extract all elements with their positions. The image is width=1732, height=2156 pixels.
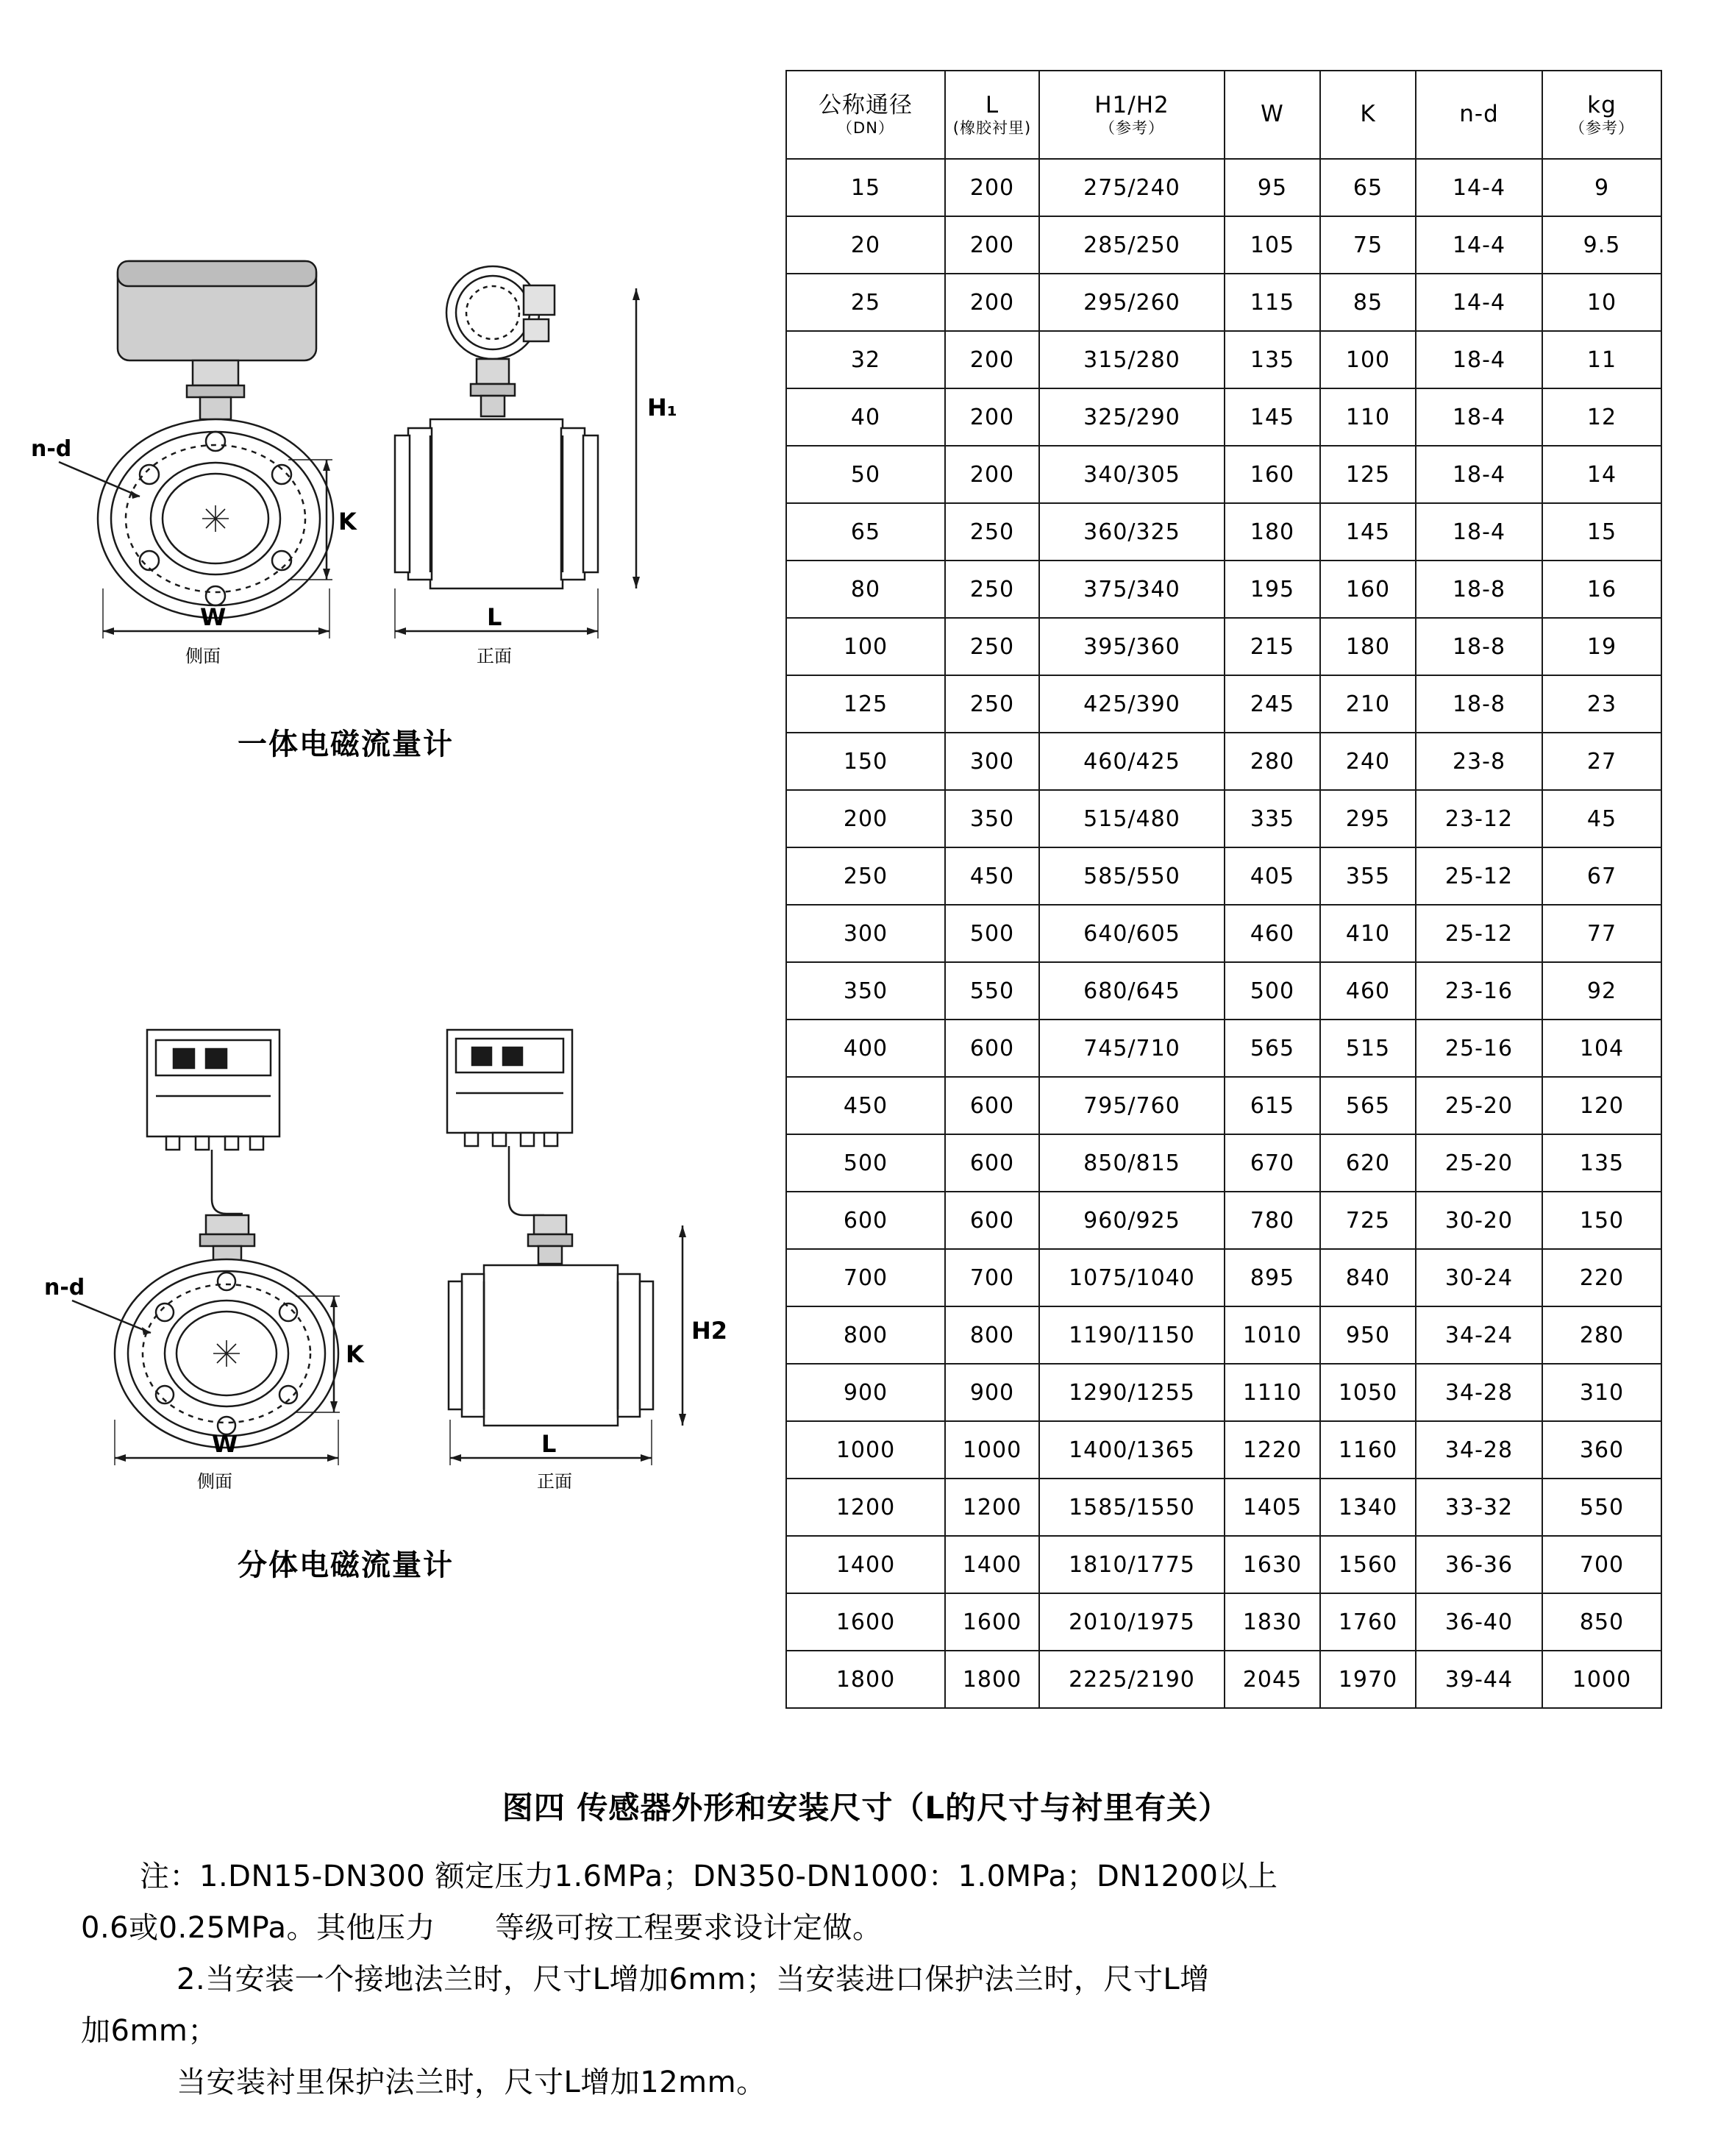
cell-dn: 1000 (786, 1421, 945, 1479)
cell-kg: 45 (1542, 790, 1661, 847)
header-cell-nd (1416, 71, 1542, 159)
header-k-main: K (1360, 101, 1376, 128)
cell-l: 450 (945, 847, 1039, 905)
cell-l: 200 (945, 274, 1039, 331)
cell-kg: 360 (1542, 1421, 1661, 1479)
cell-dn: 1400 (786, 1536, 945, 1593)
cell-k: 460 (1320, 962, 1416, 1020)
cell-w: 895 (1225, 1249, 1320, 1306)
cell-h: 1190/1150 (1039, 1306, 1225, 1364)
spec-table-wrapper (785, 70, 1661, 1709)
cell-dn: 450 (786, 1077, 945, 1134)
table-row (786, 446, 1661, 503)
cell-kg: 700 (1542, 1536, 1661, 1593)
cell-k: 65 (1320, 159, 1416, 216)
cell-nd: 25-12 (1416, 905, 1542, 962)
cell-nd: 18-4 (1416, 388, 1542, 446)
header-h-main: H1/H2 (1094, 92, 1169, 119)
label-l-2: L (541, 1430, 557, 1458)
cell-l: 500 (945, 905, 1039, 962)
label-side-view: 侧面 (185, 646, 221, 666)
cell-k: 110 (1320, 388, 1416, 446)
notes-block (81, 1854, 1684, 2111)
cell-h: 425/390 (1039, 675, 1225, 733)
header-l-sub: (橡胶衬里) (952, 118, 1032, 137)
figure-integrated-meter (29, 243, 728, 763)
table-row (786, 503, 1661, 561)
cell-w: 115 (1225, 274, 1320, 331)
cell-w: 280 (1225, 733, 1320, 790)
cell-w: 780 (1225, 1192, 1320, 1249)
cell-dn: 900 (786, 1364, 945, 1421)
cell-w: 670 (1225, 1134, 1320, 1192)
cell-kg: 120 (1542, 1077, 1661, 1134)
cell-nd: 34-28 (1416, 1364, 1542, 1421)
cell-l: 200 (945, 216, 1039, 274)
header-cell-kg (1542, 71, 1661, 159)
cell-l: 250 (945, 561, 1039, 618)
cell-h: 1290/1255 (1039, 1364, 1225, 1421)
figure-separated-meter (29, 1008, 728, 1584)
note-line-4: 加6mm； (81, 2014, 218, 2048)
cell-h: 2225/2190 (1039, 1651, 1225, 1708)
cell-w: 180 (1225, 503, 1320, 561)
table-row (786, 962, 1661, 1020)
cell-w: 145 (1225, 388, 1320, 446)
cell-nd: 30-20 (1416, 1192, 1542, 1249)
cell-w: 105 (1225, 216, 1320, 274)
table-row (786, 1249, 1661, 1306)
table-row (786, 1306, 1661, 1364)
cell-dn: 80 (786, 561, 945, 618)
cell-k: 160 (1320, 561, 1416, 618)
cell-nd: 33-32 (1416, 1479, 1542, 1536)
cell-kg: 16 (1542, 561, 1661, 618)
cell-nd: 39-44 (1416, 1651, 1542, 1708)
header-nd-main: n-d (1459, 101, 1499, 128)
cell-kg: 150 (1542, 1192, 1661, 1249)
drawings-column (0, 0, 765, 1692)
figure-title: 图四 传感器外形和安装尺寸（L的尺寸与衬里有关） (502, 1790, 1230, 1826)
cell-w: 1110 (1225, 1364, 1320, 1421)
cell-l: 350 (945, 790, 1039, 847)
cell-kg: 1000 (1542, 1651, 1661, 1708)
cell-nd: 25-20 (1416, 1077, 1542, 1134)
cell-dn: 500 (786, 1134, 945, 1192)
cell-l: 300 (945, 733, 1039, 790)
cell-l: 200 (945, 331, 1039, 388)
table-row (786, 1192, 1661, 1249)
cell-nd: 14-4 (1416, 216, 1542, 274)
cell-dn: 65 (786, 503, 945, 561)
cell-k: 1160 (1320, 1421, 1416, 1479)
cell-k: 1970 (1320, 1651, 1416, 1708)
cell-h: 295/260 (1039, 274, 1225, 331)
cell-k: 85 (1320, 274, 1416, 331)
header-h-sub: （参考） (1100, 118, 1164, 137)
cell-h: 375/340 (1039, 561, 1225, 618)
cell-k: 1340 (1320, 1479, 1416, 1536)
cell-l: 550 (945, 962, 1039, 1020)
cell-dn: 100 (786, 618, 945, 675)
cell-l: 600 (945, 1020, 1039, 1077)
cell-nd: 18-4 (1416, 446, 1542, 503)
cell-nd: 18-8 (1416, 675, 1542, 733)
cell-h: 460/425 (1039, 733, 1225, 790)
figure-caption-separated: 分体电磁流量计 (238, 1548, 454, 1582)
cell-dn: 200 (786, 790, 945, 847)
cell-h: 340/305 (1039, 446, 1225, 503)
cell-k: 950 (1320, 1306, 1416, 1364)
table-row (786, 790, 1661, 847)
cell-w: 245 (1225, 675, 1320, 733)
table-row (786, 1364, 1661, 1421)
cell-l: 1400 (945, 1536, 1039, 1593)
note-line-5: 当安装衬里保护法兰时，尺寸L增加12mm。 (177, 2066, 766, 2099)
label-front-view-2: 正面 (537, 1471, 572, 1492)
cell-l: 600 (945, 1192, 1039, 1249)
cell-kg: 280 (1542, 1306, 1661, 1364)
cell-h: 585/550 (1039, 847, 1225, 905)
table-row (786, 905, 1661, 962)
cell-nd: 14-4 (1416, 274, 1542, 331)
cell-h: 285/250 (1039, 216, 1225, 274)
cell-nd: 14-4 (1416, 159, 1542, 216)
cell-dn: 400 (786, 1020, 945, 1077)
cell-l: 200 (945, 446, 1039, 503)
cell-dn: 1600 (786, 1593, 945, 1651)
table-header-row (786, 71, 1661, 159)
cell-dn: 700 (786, 1249, 945, 1306)
cell-h: 795/760 (1039, 1077, 1225, 1134)
label-w: W (200, 603, 227, 631)
cell-h: 2010/1975 (1039, 1593, 1225, 1651)
cell-nd: 18-8 (1416, 561, 1542, 618)
cell-k: 210 (1320, 675, 1416, 733)
table-row (786, 216, 1661, 274)
cell-h: 850/815 (1039, 1134, 1225, 1192)
cell-k: 1760 (1320, 1593, 1416, 1651)
cell-dn: 600 (786, 1192, 945, 1249)
cell-h: 1585/1550 (1039, 1479, 1225, 1536)
cell-w: 405 (1225, 847, 1320, 905)
cell-kg: 135 (1542, 1134, 1661, 1192)
table-row (786, 618, 1661, 675)
cell-h: 275/240 (1039, 159, 1225, 216)
label-nd: n-d (31, 436, 72, 462)
cell-nd: 25-20 (1416, 1134, 1542, 1192)
cell-k: 515 (1320, 1020, 1416, 1077)
cell-dn: 150 (786, 733, 945, 790)
cell-w: 1010 (1225, 1306, 1320, 1364)
table-row (786, 331, 1661, 388)
label-l: L (487, 603, 502, 631)
cell-l: 250 (945, 503, 1039, 561)
cell-k: 840 (1320, 1249, 1416, 1306)
cell-nd: 25-12 (1416, 847, 1542, 905)
table-row (786, 675, 1661, 733)
cell-k: 145 (1320, 503, 1416, 561)
cell-h: 515/480 (1039, 790, 1225, 847)
cell-nd: 23-12 (1416, 790, 1542, 847)
cell-kg: 23 (1542, 675, 1661, 733)
header-kg-main: kg (1587, 92, 1617, 119)
cell-nd: 36-36 (1416, 1536, 1542, 1593)
cell-l: 700 (945, 1249, 1039, 1306)
cell-kg: 15 (1542, 503, 1661, 561)
cell-k: 725 (1320, 1192, 1416, 1249)
cell-h: 1810/1775 (1039, 1536, 1225, 1593)
note-line-2: 0.6或0.25MPa。其他压力 等级可按工程要求设计定做。 (81, 1911, 883, 1945)
cell-l: 200 (945, 388, 1039, 446)
cell-kg: 104 (1542, 1020, 1661, 1077)
cell-w: 95 (1225, 159, 1320, 216)
cell-w: 565 (1225, 1020, 1320, 1077)
cell-k: 75 (1320, 216, 1416, 274)
table-row (786, 561, 1661, 618)
cell-k: 1050 (1320, 1364, 1416, 1421)
cell-kg: 27 (1542, 733, 1661, 790)
label-nd-2: n-d (44, 1275, 85, 1301)
cell-h: 745/710 (1039, 1020, 1225, 1077)
cell-k: 565 (1320, 1077, 1416, 1134)
cell-kg: 9.5 (1542, 216, 1661, 274)
note-line-1: 注：1.DN15-DN300 额定压力1.6MPa；DN350-DN1000：1.0MPa；DN1200以上 (140, 1860, 1278, 1893)
cell-l: 1600 (945, 1593, 1039, 1651)
cell-l: 800 (945, 1306, 1039, 1364)
cell-w: 215 (1225, 618, 1320, 675)
cell-dn: 50 (786, 446, 945, 503)
cell-l: 200 (945, 159, 1039, 216)
cell-l: 600 (945, 1077, 1039, 1134)
cell-kg: 10 (1542, 274, 1661, 331)
table-row (786, 1479, 1661, 1536)
header-cell-k (1320, 71, 1416, 159)
cell-nd: 18-8 (1416, 618, 1542, 675)
table-row (786, 1134, 1661, 1192)
cell-k: 180 (1320, 618, 1416, 675)
separated-meter-drawing (29, 1008, 728, 1537)
cell-dn: 300 (786, 905, 945, 962)
cell-kg: 77 (1542, 905, 1661, 962)
figure-caption-integrated: 一体电磁流量计 (238, 727, 454, 761)
cell-nd: 18-4 (1416, 331, 1542, 388)
cell-dn: 1800 (786, 1651, 945, 1708)
cell-dn: 800 (786, 1306, 945, 1364)
cell-w: 335 (1225, 790, 1320, 847)
table-row (786, 1077, 1661, 1134)
cell-h: 315/280 (1039, 331, 1225, 388)
cell-nd: 36-40 (1416, 1593, 1542, 1651)
cell-kg: 9 (1542, 159, 1661, 216)
cell-nd: 23-16 (1416, 962, 1542, 1020)
cell-dn: 25 (786, 274, 945, 331)
cell-k: 620 (1320, 1134, 1416, 1192)
cell-k: 355 (1320, 847, 1416, 905)
cell-w: 195 (1225, 561, 1320, 618)
cell-h: 360/325 (1039, 503, 1225, 561)
cell-dn: 40 (786, 388, 945, 446)
cell-l: 1200 (945, 1479, 1039, 1536)
header-cell-w (1225, 71, 1320, 159)
table-row (786, 1593, 1661, 1651)
header-l-main: L (985, 92, 999, 119)
table-row (786, 1651, 1661, 1708)
cell-kg: 11 (1542, 331, 1661, 388)
table-body (786, 159, 1661, 1708)
label-k-2: K (346, 1340, 364, 1368)
label-h2: H2 (691, 1317, 728, 1345)
cell-l: 250 (945, 618, 1039, 675)
cell-nd: 34-24 (1416, 1306, 1542, 1364)
cell-dn: 350 (786, 962, 945, 1020)
table-row (786, 388, 1661, 446)
table-row (786, 733, 1661, 790)
cell-h: 395/360 (1039, 618, 1225, 675)
cell-kg: 14 (1542, 446, 1661, 503)
cell-k: 410 (1320, 905, 1416, 962)
label-h1: H₁ (647, 394, 677, 421)
note-line-3: 2.当安装一个接地法兰时，尺寸L增加6mm；当安装进口保护法兰时，尺寸L增 (177, 1963, 1210, 1996)
cell-kg: 850 (1542, 1593, 1661, 1651)
cell-kg: 92 (1542, 962, 1661, 1020)
cell-w: 1630 (1225, 1536, 1320, 1593)
cell-l: 1000 (945, 1421, 1039, 1479)
header-w-main: W (1261, 101, 1284, 128)
table-row (786, 159, 1661, 216)
cell-h: 680/645 (1039, 962, 1225, 1020)
cell-h: 960/925 (1039, 1192, 1225, 1249)
cell-w: 135 (1225, 331, 1320, 388)
cell-k: 1560 (1320, 1536, 1416, 1593)
label-side-view-2: 侧面 (197, 1471, 232, 1492)
cell-dn: 20 (786, 216, 945, 274)
dimensions-table (785, 70, 1662, 1709)
cell-kg: 19 (1542, 618, 1661, 675)
cell-k: 125 (1320, 446, 1416, 503)
table-row (786, 847, 1661, 905)
table-row (786, 1536, 1661, 1593)
cell-kg: 310 (1542, 1364, 1661, 1421)
cell-dn: 125 (786, 675, 945, 733)
label-w-2: W (212, 1430, 238, 1458)
cell-l: 250 (945, 675, 1039, 733)
integrated-meter-drawing (29, 243, 728, 714)
cell-kg: 550 (1542, 1479, 1661, 1536)
cell-dn: 15 (786, 159, 945, 216)
cell-nd: 23-8 (1416, 733, 1542, 790)
cell-h: 1075/1040 (1039, 1249, 1225, 1306)
cell-dn: 32 (786, 331, 945, 388)
cell-k: 295 (1320, 790, 1416, 847)
header-cell-h (1039, 71, 1225, 159)
cell-h: 640/605 (1039, 905, 1225, 962)
cell-nd: 25-16 (1416, 1020, 1542, 1077)
cell-h: 325/290 (1039, 388, 1225, 446)
cell-w: 2045 (1225, 1651, 1320, 1708)
header-dn-main: 公称通径 (819, 92, 913, 119)
cell-nd: 30-24 (1416, 1249, 1542, 1306)
cell-nd: 18-4 (1416, 503, 1542, 561)
cell-kg: 220 (1542, 1249, 1661, 1306)
cell-w: 160 (1225, 446, 1320, 503)
header-cell-dn (786, 71, 945, 159)
cell-w: 615 (1225, 1077, 1320, 1134)
cell-kg: 67 (1542, 847, 1661, 905)
cell-dn: 1200 (786, 1479, 945, 1536)
table-row (786, 1421, 1661, 1479)
cell-nd: 34-28 (1416, 1421, 1542, 1479)
cell-dn: 250 (786, 847, 945, 905)
cell-w: 1405 (1225, 1479, 1320, 1536)
cell-h: 1400/1365 (1039, 1421, 1225, 1479)
label-k: K (338, 508, 357, 536)
header-dn-sub: （DN） (837, 118, 894, 137)
cell-w: 1220 (1225, 1421, 1320, 1479)
table-row (786, 1020, 1661, 1077)
cell-w: 500 (1225, 962, 1320, 1020)
cell-l: 900 (945, 1364, 1039, 1421)
header-kg-sub: （参考） (1569, 118, 1634, 137)
cell-kg: 12 (1542, 388, 1661, 446)
cell-k: 240 (1320, 733, 1416, 790)
header-cell-l (945, 71, 1039, 159)
cell-w: 1830 (1225, 1593, 1320, 1651)
cell-l: 600 (945, 1134, 1039, 1192)
label-front-view: 正面 (477, 646, 512, 666)
cell-k: 100 (1320, 331, 1416, 388)
table-row (786, 274, 1661, 331)
cell-l: 1800 (945, 1651, 1039, 1708)
cell-w: 460 (1225, 905, 1320, 962)
